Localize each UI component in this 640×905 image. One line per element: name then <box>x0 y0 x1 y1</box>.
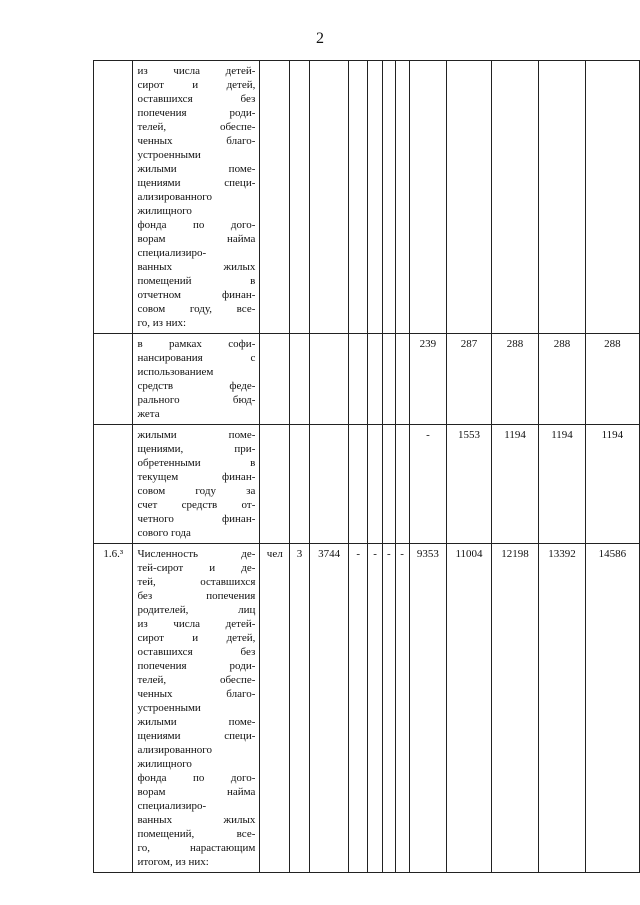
description-line: текущем финан- <box>137 471 256 483</box>
description-line: ворам найма <box>137 786 256 798</box>
unit-cell <box>260 61 290 334</box>
description-line: устроенными <box>137 149 201 161</box>
indicator-description <box>133 425 260 544</box>
value-cell-v5 <box>585 61 639 334</box>
description-line: жилыми поме- <box>137 716 256 728</box>
indicator-description <box>133 544 260 873</box>
value-cell-c8 <box>395 425 409 544</box>
description-line: жилищного <box>137 205 192 217</box>
value-cell-c4 <box>309 334 349 425</box>
description-line: в рамках софи- <box>137 338 256 350</box>
value-cell-c6 <box>368 425 383 544</box>
row-code-cell: 1.6.³ <box>94 544 133 873</box>
description-line: го, нарастающим <box>137 842 256 854</box>
description-line: оставшихся без <box>137 93 256 105</box>
unit-cell: чел <box>260 544 290 873</box>
value-cell-v2 <box>447 61 492 334</box>
description-line: специализиро- <box>137 247 207 259</box>
value-cell-c5: - <box>349 544 368 873</box>
description-line: сирот и детей, <box>137 632 256 644</box>
description-line: счет средств от- <box>137 499 256 511</box>
value-cell-c8 <box>395 334 409 425</box>
indicators-table <box>93 60 640 873</box>
description-line: телей, обеспе- <box>137 674 256 686</box>
description-line: ализированного <box>137 191 212 203</box>
value-cell-c3: 3 <box>290 544 310 873</box>
value-cell-v1: 239 <box>409 334 447 425</box>
description-line: четного финан- <box>137 513 256 525</box>
description-line: Численность де- <box>137 548 256 560</box>
description-line: специализиро- <box>137 800 207 812</box>
description-line: из числа детей- <box>137 618 256 630</box>
description-line: телей, обеспе- <box>137 121 256 133</box>
description-line: ворам найма <box>137 233 256 245</box>
value-cell-v5: 1194 <box>585 425 639 544</box>
description-line: попечения роди- <box>137 107 256 119</box>
description-line: использованием <box>137 366 214 378</box>
description-line: ченных благо- <box>137 135 256 147</box>
description-line: средств феде- <box>137 380 256 392</box>
description-line: сового года <box>137 527 191 539</box>
description-line: фонда по дого- <box>137 219 256 231</box>
value-cell-c3 <box>290 425 310 544</box>
description-line: рального бюд- <box>137 394 256 406</box>
value-cell-v3: 12198 <box>491 544 538 873</box>
value-cell-c6 <box>368 61 383 334</box>
description-line: отчетном финан- <box>137 289 256 301</box>
value-cell-v5: 288 <box>585 334 639 425</box>
value-cell-c3 <box>290 61 310 334</box>
value-cell-c4 <box>309 61 349 334</box>
value-cell-c7 <box>382 61 395 334</box>
description-line: оставшихся без <box>137 646 256 658</box>
row-code-cell <box>94 61 133 334</box>
value-cell-c7: - <box>382 544 395 873</box>
value-cell-c8 <box>395 61 409 334</box>
description-line: ванных жилых <box>137 814 256 826</box>
description-line: совом году за <box>137 485 256 497</box>
description-line: жилищного <box>137 758 192 770</box>
value-cell-v3: 288 <box>491 334 538 425</box>
description-line: щениями специ- <box>137 730 256 742</box>
unit-cell <box>260 425 290 544</box>
value-cell-c5 <box>349 425 368 544</box>
description-line: нансирования с <box>137 352 256 364</box>
description-line: щениями, при- <box>137 443 256 455</box>
value-cell-c5 <box>349 61 368 334</box>
table-row <box>94 61 640 334</box>
value-cell-v3: 1194 <box>491 425 538 544</box>
description-line: устроенными <box>137 702 201 714</box>
value-cell-v2: 11004 <box>447 544 492 873</box>
value-cell-c6 <box>368 334 383 425</box>
value-cell-v4 <box>539 61 586 334</box>
description-line: щениями специ- <box>137 177 256 189</box>
table-row <box>94 334 640 425</box>
value-cell-c4: 3744 <box>309 544 349 873</box>
description-line: без попечения <box>137 590 256 602</box>
row-code-cell <box>94 334 133 425</box>
description-line: итогом, из них: <box>137 856 209 868</box>
value-cell-v4: 288 <box>539 334 586 425</box>
value-cell-v2: 287 <box>447 334 492 425</box>
description-line: совом году, все- <box>137 303 256 315</box>
description-line: жета <box>137 408 160 420</box>
description-line: из числа детей- <box>137 65 256 77</box>
value-cell-v4: 13392 <box>539 544 586 873</box>
description-line: жилыми поме- <box>137 429 256 441</box>
description-line: тей, оставшихся <box>137 576 256 588</box>
value-cell-v4: 1194 <box>539 425 586 544</box>
page-number: 2 <box>316 30 324 47</box>
value-cell-v3 <box>491 61 538 334</box>
description-line: обретенными в <box>137 457 256 469</box>
value-cell-v1: - <box>409 425 447 544</box>
description-line: попечения роди- <box>137 660 256 672</box>
value-cell-v1 <box>409 61 447 334</box>
row-code-cell <box>94 425 133 544</box>
value-cell-c6: - <box>368 544 383 873</box>
value-cell-v2: 1553 <box>447 425 492 544</box>
description-line: сирот и детей, <box>137 79 256 91</box>
description-line: го, из них: <box>137 317 187 329</box>
indicator-description <box>133 334 260 425</box>
table-row <box>94 544 640 873</box>
description-line: родителей, лиц <box>137 604 256 616</box>
description-line: помещений в <box>137 275 256 287</box>
description-line: жилыми поме- <box>137 163 256 175</box>
table-row <box>94 425 640 544</box>
description-line: тей-сирот и де- <box>137 562 256 574</box>
value-cell-c8: - <box>395 544 409 873</box>
description-line: ализированного <box>137 744 212 756</box>
value-cell-v5: 14586 <box>585 544 639 873</box>
value-cell-c7 <box>382 425 395 544</box>
value-cell-c5 <box>349 334 368 425</box>
description-line: помещений, все- <box>137 828 256 840</box>
indicator-description <box>133 61 260 334</box>
description-line: фонда по дого- <box>137 772 256 784</box>
value-cell-v1: 9353 <box>409 544 447 873</box>
description-line: ченных благо- <box>137 688 256 700</box>
unit-cell <box>260 334 290 425</box>
value-cell-c7 <box>382 334 395 425</box>
value-cell-c3 <box>290 334 310 425</box>
description-line: ванных жилых <box>137 261 256 273</box>
value-cell-c4 <box>309 425 349 544</box>
